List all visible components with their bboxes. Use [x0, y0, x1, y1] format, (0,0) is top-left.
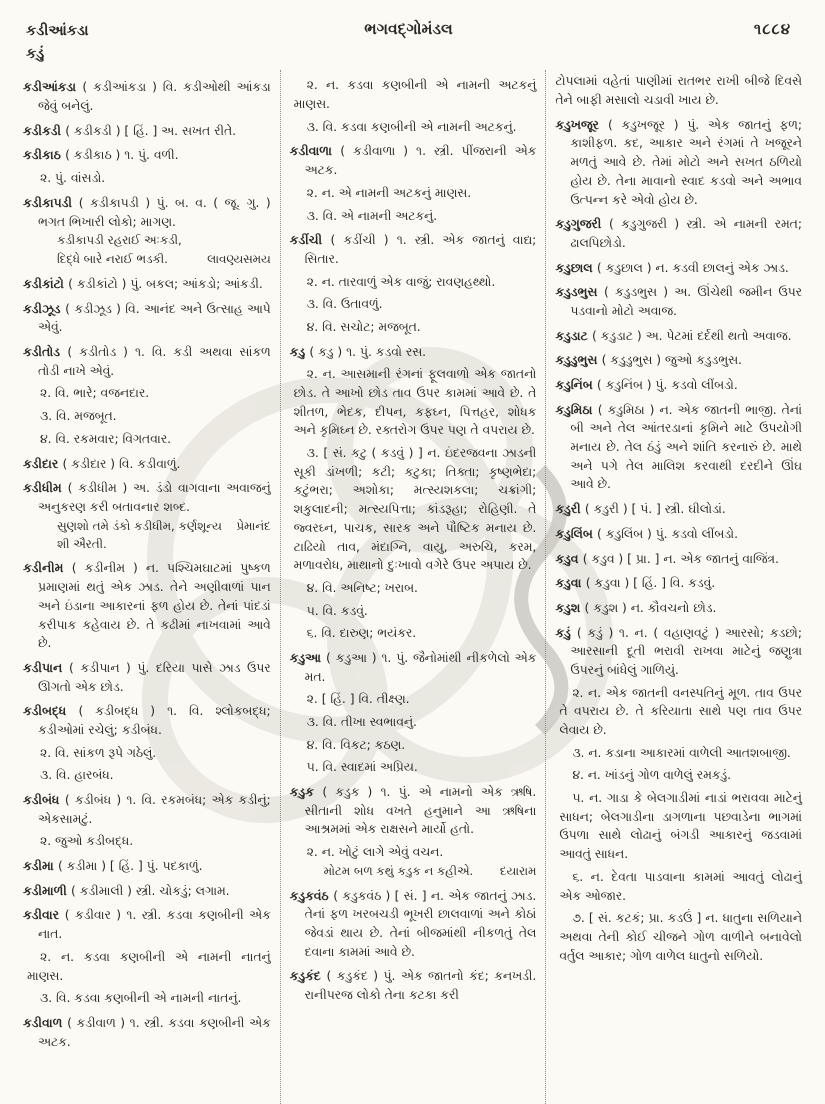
entry-sense	[555, 684, 802, 740]
entry-sense	[23, 407, 271, 426]
dictionary-entry	[23, 343, 271, 380]
entry-text: ( કડીઝૂડ ) વિ. આનંદ અને ઉત્સાહ આપે એવું.	[38, 301, 271, 335]
headword: કડીબંધ	[23, 793, 65, 807]
headword: કડુડાટ	[555, 328, 592, 343]
dictionary-entry	[555, 401, 802, 494]
entry-continuation	[555, 72, 802, 109]
entry-text: ( કડીમા ) [ હિં. ] પું. પદકાળું.	[57, 859, 203, 874]
headword: કડુવ	[555, 551, 583, 566]
dictionary-entry	[23, 559, 271, 652]
entry-text: ૪. વિ. વિકટ; કઠણ.	[306, 737, 406, 752]
entry-text: ( કડીપાન ) પું. દરિયા પાસે ઝાડ ઉપર ઊગતો એક છોડ.	[38, 660, 271, 694]
headword: કડીનીમ	[23, 561, 72, 576]
verse-attribution: દયારામ	[499, 863, 537, 878]
entry-text: ( કડીકાંટો ) પું. બકલ; આંકડો; આંકડી.	[68, 277, 263, 292]
headword: કડુડભુસ	[555, 285, 604, 300]
headword: કડુ	[289, 344, 310, 359]
entry-text: ૨. વિ. ભારે; વજનદાર.	[40, 386, 150, 401]
headword: કડુરી	[555, 502, 585, 517]
column-2	[280, 70, 546, 1104]
entry-sense	[23, 169, 271, 188]
entry-text: ૨. વિ. સાંકળ રૂપે ગઠેલું.	[40, 745, 157, 760]
entry-text: ( કડુડુભુસ ) જુઓ કડુડભુસ.	[601, 353, 742, 368]
dictionary-entry	[555, 327, 802, 346]
headword: કડીપાન	[23, 660, 70, 675]
entry-text: ૪. વિ. અનિષ્ટ; ખરાબ.	[306, 580, 418, 595]
entry-sense	[290, 758, 537, 777]
dictionary-entry	[23, 791, 271, 828]
entry-text: ( કડુક ) ૧. પું. એ નામનો એક ઋષિ. સીતાની શોધ વખતે હનુમાને આ ઋષિના આશ્રમમાં એક રાક્ષસને માર્યો હતો.	[304, 785, 537, 837]
entry-text: ( કડુશ ) ન. કૌવચનો છોડ.	[584, 600, 717, 615]
entry-text: ૭. [ સં. કટકં; પ્રા. કડઉં ] ન. ધાતુના સળિયાને અથવા તેની કોઈ ચીજને ગોળ વાળીને બનાવેલો વર્તુલ આકાર; ગોળ વાળેલ ધાતુનો સળિયો.	[559, 911, 802, 963]
entry-sense	[23, 832, 271, 851]
entry-sense	[290, 365, 537, 440]
book-title: ભગવદ્ગોમંડલ	[364, 20, 453, 38]
dictionary-entry	[555, 525, 802, 544]
dictionary-entry	[555, 574, 802, 593]
dictionary-entry	[23, 857, 271, 876]
entry-text: ( કડીંચી ) ૧. સ્ત્રી. એક જાતનું વાદ્ય; સિતાર.	[304, 233, 537, 266]
dictionary-entry	[23, 78, 271, 115]
entry-text: ટોપલામાં વહેતાં પાણીમાં રાતભર રાખી બીજે દિવસે તેને બાફી મસાલો ચડાવી ખાય છે.	[555, 74, 802, 108]
entry-text: ( કડુડાટ ) અ. પેટમાં દર્દથી થતો અવાજ.	[591, 328, 792, 343]
headword: કડુશ	[555, 600, 585, 615]
headword: કડીવાળા	[289, 144, 341, 159]
dictionary-entry	[23, 146, 271, 165]
headword: કડીવાળ	[23, 1015, 68, 1030]
dictionary-entry	[555, 500, 802, 519]
dictionary-entry	[23, 906, 271, 943]
entry-sense	[290, 295, 537, 314]
entry-text: ( કડીમાલી ) સ્ત્રી. ચોકડું; લગામ.	[71, 883, 230, 898]
entry-text: ૩. વિ. ઉતાવળું.	[306, 297, 383, 312]
entry-text: સુણશો તમે ડંકો કડીધીમ, કર્ણશૂન્ય શી ઐરતી.	[57, 518, 222, 551]
entry-sense	[23, 948, 271, 985]
page-header	[0, 0, 825, 68]
entry-text: ( કડુરી ) [ પં. ] સ્ત્રી. ઘીલોડાં.	[584, 502, 726, 517]
dictionary-entry	[23, 275, 271, 294]
headword: કડુમિઠા	[555, 402, 598, 417]
entry-sense	[290, 690, 537, 709]
entry-sense	[290, 76, 537, 113]
entry-text: મોટમ બળ કથું કડુક ન કહીએ.	[323, 863, 474, 878]
headword: કડુછાલ	[555, 260, 597, 275]
entry-sense	[555, 744, 802, 763]
dictionary-entry	[23, 659, 271, 696]
headword: કડીકાંટો	[23, 277, 69, 292]
running-head-last-word: કડું	[26, 46, 45, 63]
dictionary-entry	[23, 882, 271, 901]
headword: કડીદાર	[23, 456, 63, 471]
headword: કડુકવંઠ	[289, 888, 334, 903]
entry-text: ( કડીકાઠ ) ૧. પું. વળી.	[65, 148, 179, 163]
entry-sense	[23, 744, 271, 763]
verse-attribution: પ્રેમાનંદ	[236, 518, 271, 533]
dictionary-entry	[23, 479, 271, 516]
dictionary-entry	[23, 194, 271, 231]
dictionary-entry	[555, 376, 802, 395]
entry-text: ( કડું ) ૧. ન. ( વહાણવટું ) આરસો; કડછો; આરસાની દૂતી ભરાવી રાખવા માટેનું જણુત્રા ઉપરનું બાંધેલું ગાળિયું.	[570, 625, 802, 677]
headword: કડુઆ	[289, 650, 327, 665]
entry-text: ( કડીકાપડી ) પું. બ. વ. ( જૂ. ગુ. ) ભગત ભિખારી લોકો; માગણ.	[38, 195, 271, 229]
entry-text: ( કડીબંધ ) ૧. વિ. રકમબંધ; એક કડીનું; એકસામટું.	[38, 793, 271, 826]
entry-text: ( કડુઆ ) ૧. પું. જૈનોમાંથી નીકળેલો એક મત.	[304, 650, 537, 684]
entry-verse-quote	[23, 518, 271, 554]
dictionary-entry	[23, 702, 271, 739]
headword: કડીકાપડી	[23, 195, 79, 210]
headword: કડું	[555, 625, 577, 640]
entry-text: ( કડુલિંબ ) પું. કડવો લીંબડો.	[597, 526, 739, 541]
column-1	[14, 70, 280, 1104]
headword: કડીમાળી	[23, 883, 72, 898]
entry-text: ૩. વિ. હારબંધ.	[40, 768, 114, 783]
entry-text: ૫. વિ. સ્વાદમાં અપ્રિય.	[306, 760, 418, 775]
entry-sense	[23, 430, 271, 449]
entry-verse-quote	[23, 251, 271, 269]
dictionary-entry	[290, 783, 537, 839]
entry-sense	[555, 789, 802, 864]
entry-text: ૩. વિ. તીખા સ્વભાવનું.	[306, 715, 417, 729]
entry-text: ( કડુકવંઠ ) [ સં. ] ન. એક જાતનું ઝાડ. તેનાં ફળ ખરબચડી ભૂખરી છાલવાળાં અને કોઠાં જેવડાં થાય છે. તેનાં બીજમાંથી નીકળતું તેલ દવાના કામમાં આવે છે.	[304, 888, 537, 959]
entry-sense	[23, 384, 271, 403]
entry-text: ૨. ન. તારવાળું એક વાજું; રાવણહથ્થો.	[306, 274, 496, 289]
entry-text: ૨. [ હિં. ] વિ. તીક્ષ્ણ.	[306, 692, 410, 707]
entry-sense	[290, 318, 537, 337]
entry-text: ૫. વિ. કડવું.	[306, 603, 368, 618]
verse-attribution: લાવણ્યસમય	[207, 252, 271, 267]
entry-text: ૨. ન. કડવા કણબીની એ નામની નાતનું માણસ.	[27, 949, 271, 983]
dictionary-entry	[23, 300, 271, 337]
dictionary-entry	[23, 122, 271, 141]
entry-text: ( કડીવાળા ) ૧. સ્ત્રી. પીંજરાની એક અટક.	[304, 144, 537, 178]
entry-text: ૩. [ સં. કટુ ( કડવું ) ] ન. ઇંદરજવના ઝાડની સૂકી ડાંખળી; કટી; કટુકા; તિક્તા; કૃષ્ણભેદા; કટુંભરા; અશોકા; મત્સ્યશકલા; ચક્રાંગી; શકુલાદની; મત્સ્યપિત્તા; કાંડરૂહા; રોહિણી. તે જ્વરઘ્ન, પાચક, સારક અને પૌષ્ટિક મનાય છે. ટાઢિયો તાવ, મંદાગ્નિ, વાયુ, અરુચિ, કરમ, મળાવરોધ, માથાનો દુઃખાવો વગેરે ઉપર અપાય છે.	[293, 446, 537, 573]
entry-text: ૩. વિ. કડવા કણબીની એ નામની નાતનું.	[40, 991, 242, 1006]
entry-sense	[290, 444, 537, 575]
entry-text: ૨. ન. ખોટું લાગે એવું વચન.	[306, 845, 444, 860]
entry-sense	[290, 713, 537, 732]
entry-text: ( કડીઆંકડા ) વિ. કડીઓથી આંકડા જેવું બનેલું.	[38, 80, 271, 114]
entry-text: ૨. ન. એક જાતની વનસ્પતિનું મૂળ. તાવ ઉપર તે વપરાય છે. તે કરિયાતા સાથે પણ તાવ ઉપર લેવાય છે.	[559, 685, 802, 737]
headword: કડીબદ્ધ	[23, 704, 79, 719]
entry-text: ૨. ન. કડવા કણબીની એ નામની અટકનું માણસ.	[293, 78, 537, 112]
entry-sense	[290, 118, 537, 137]
entry-text: કડીકાપડી રહરાઈ અઃકડી,	[57, 233, 182, 248]
dictionary-entry	[555, 215, 802, 252]
entry-text: ૨. ન. આસમાની રંગનાં ફૂલવાળો એક જાતનો છોડ. તે આખો છોડ તાવ ઉપર કામમાં આવે છે. તે શીતળ, ભેદક, દીપન, કફઘ્ન, પિત્તહર, શોધક અને કૃમિઘ્ન છે. રક્તરોગ ઉપર પણ તે વપરાય છે.	[293, 367, 537, 438]
headword: કડીધીમ	[23, 481, 68, 496]
headword: કડુનિંબ	[555, 378, 597, 392]
headword: કડુગુજરી	[555, 217, 609, 232]
dictionary-entry	[555, 599, 802, 618]
entry-text: ( કડીકડી ) [ હિં. ] અ. સખત રીતે.	[65, 123, 237, 138]
entry-sense	[290, 736, 537, 755]
entry-text: ( કડુગુજરી ) સ્ત્રી. એ નામની રમત; ઢાલપિછોડો.	[570, 217, 802, 250]
headword: કડીમા	[23, 859, 58, 874]
entry-text: ( કડુ ) ૧. પું. કડવો રસ.	[309, 344, 427, 359]
entry-verse-quote	[23, 232, 271, 250]
headword: કડુકંદ	[289, 969, 327, 984]
entry-text: ( કડુવા ) [ હિં. ] વિ. કડવું.	[585, 576, 716, 591]
headword: કડુખજૂર	[555, 117, 608, 132]
entry-sense	[23, 766, 271, 785]
entry-text: ( કડીબદ્ધ ) ૧. વિ. શ્લોકબદ્ધ; કડીઓમાં રચેલું; કડીબંધ.	[38, 704, 271, 737]
entry-sense	[290, 602, 537, 621]
dictionary-entry	[290, 231, 537, 268]
running-head-left	[26, 20, 281, 66]
entry-text: ૬. ન. દેવતા પાડવાના કામમાં આવતું લોઢાનું એક ઓજાર.	[559, 869, 802, 903]
dictionary-entry	[555, 624, 802, 680]
dictionary-entry	[290, 887, 537, 962]
entry-text: ( કડુછાલ ) ન. કડવી છાલનું એક ઝાડ.	[596, 260, 789, 275]
entry-text: ( કડીનીમ ) ન. પશ્ચિમઘાટમાં પુષ્કળ પ્રમાણમાં થતું એક ઝાડ. તેને અણીવાળાં પાન અને ઇંડાના આકારનાં ફળ હોય છે. તેનાં પાંદડાં કરીપાક કહેવાય છે. તે કઢીમાં નાખવામાં આવે છે.	[38, 561, 271, 651]
entry-text: ૨. ન. એ નામની અટકનું માણસ.	[306, 185, 472, 200]
entry-sense	[23, 989, 271, 1008]
dictionary-entry	[555, 283, 802, 320]
entry-text: ( કડુનિંબ ) પું. કડવો લીંબડો.	[596, 378, 738, 392]
three-column-text	[0, 68, 825, 1104]
dictionary-entry	[290, 649, 537, 686]
running-head-first-word: કડીઆંકડા	[26, 23, 89, 39]
column-3	[545, 70, 811, 1104]
dictionary-entry	[290, 967, 537, 1004]
entry-text: ( કડુડભુસ ) અ. ઊંચેથી જમીન ઉપર પડવાનો મોટો અવાજ.	[570, 285, 802, 318]
entry-text: ૪. વિ. રકમવાર; વિગતવાર.	[40, 431, 172, 446]
dictionary-entry	[555, 351, 802, 370]
entry-text: ( કડીધીમ ) અ. ડંડો વાગવાના અવાજનું અનુકરણ કરી બતાવનાર શબ્દ.	[38, 481, 271, 514]
dictionary-entry	[555, 259, 802, 278]
entry-sense	[290, 624, 537, 643]
entry-sense	[555, 868, 802, 905]
entry-sense	[555, 909, 802, 965]
entry-sense	[290, 273, 537, 292]
entry-text: ( કડુવ ) [ પ્રા. ] ન. એક જાતનું વાજિંત્ર.	[582, 551, 779, 566]
page-number: ૧૮૮૪	[753, 20, 791, 38]
headword: કડીવાર	[23, 908, 65, 923]
entry-sense	[290, 843, 537, 862]
entry-text: ( કડુકંદ ) પું. એક જાતનો કંદ; કનખડી. રાનીપરજ લોકો તેના કટકા કરી	[304, 969, 537, 1003]
entry-text: ૩. વિ. એ નામની અટકનું.	[306, 208, 438, 223]
headword: કડુક	[289, 785, 323, 800]
entry-text: ( કડીતોડ ) ૧. વિ. કડી અથવા સાંકળ તોડી નાખે એવું.	[38, 345, 271, 378]
dictionary-entry	[290, 142, 537, 179]
entry-sense	[290, 207, 537, 226]
dictionary-entry	[555, 550, 802, 569]
entry-sense	[555, 766, 802, 785]
entry-verse-quote	[290, 863, 537, 881]
entry-text: દિદ્ધે બારે નરાઈ ભડકી.	[57, 252, 168, 267]
entry-text: ૬. વિ. દારુણ; ભયંકર.	[306, 626, 417, 641]
entry-text: ૩. ન. કડાના આકારમાં વાળેલી આતશબાજી.	[572, 745, 791, 760]
headword: કડીતોડ	[23, 345, 68, 360]
entry-text: ૩. વિ. મજબૂત.	[40, 409, 117, 424]
entry-text: ૨. જુઓ કડીબદ્ધ.	[40, 834, 134, 849]
entry-text: ( કડીદાર ) વિ. કડીવાળું.	[62, 456, 181, 471]
dictionary-entry	[23, 455, 271, 474]
entry-text: ( કડીવાળ ) ૧. સ્ત્રી. કડવા કણબીની એક અટક.	[38, 1015, 271, 1049]
entry-sense	[290, 579, 537, 598]
dictionary-entry	[290, 343, 537, 362]
headword: કડીકડી	[23, 123, 66, 138]
dictionary-entry	[23, 1014, 271, 1051]
headword: કડુવા	[555, 576, 586, 591]
entry-text: ૪. વિ. સચોટ; મજબૂત.	[306, 319, 421, 334]
entry-text: ( કડીવાર ) ૧. સ્ત્રી. કડવા કણબીની એક નાત.	[38, 908, 271, 942]
dictionary-entry	[555, 116, 802, 209]
headword: કડુલિંબ	[555, 526, 597, 541]
headword: કડીંચી	[289, 233, 331, 248]
headword: કડુડુભુસ	[555, 353, 602, 368]
entry-text: ( કડુખજૂર ) પું. એક જાતનું ફળ; કાશીફળ. કદ, આકાર અને રંગમાં તે ખજૂરને મળતું આવે છે. તેમાં મોટો અને સખત ઠળિયો હોય છે. તેના માવાનો સ્વાદ કડવો અને અભાવ ઉત્પન્ન કરે એવો હોય છે.	[570, 117, 802, 207]
headword: કડીકાઠ	[23, 148, 66, 163]
entry-text: ૫. ન. ગાડા કે બેલગાડીમાં નાડાં ભરાવવા માટેનું સાધન; બેલગાડીના ડાગળાના પછવાડેના ભાગમાં ઉપળા સાથે લોઢાનું બંગડી આકારનું જડવામાં આવતું સાધન.	[559, 791, 802, 862]
entry-text: ( કડુમિઠા ) ન. એક જાતની ભાજી. તેનાં બી અને તેલ આંતરડાનાં કૃમિને માટે ઉપયોગી મનાય છે. તેલ ઠંડું અને શાંતિ કરનારું છે. માથે અને પગે તેલ માલિશ કરવાથી દરદીને ઊંઘ આવે છે.	[570, 402, 802, 492]
headword: કડીઝૂડ	[23, 301, 66, 316]
headword: કડીઆંકડા	[23, 80, 83, 95]
entry-text: ૩. વિ. કડવા કણબીની એ નામની અટકનું.	[306, 119, 517, 134]
entry-sense	[290, 184, 537, 203]
entry-text: ૪. ન. ખાંડનું ગોળ વાળેલું રમકડું.	[572, 768, 732, 783]
entry-text: ૨. પું. વાંસડો.	[40, 171, 106, 186]
